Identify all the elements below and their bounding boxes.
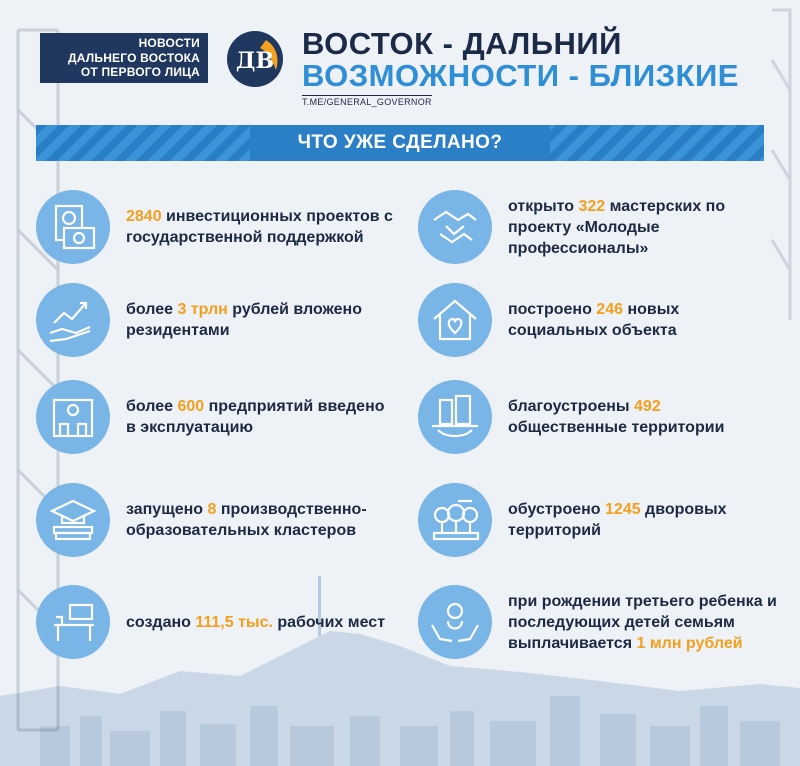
achievement-item [36, 190, 396, 264]
achievement-item [36, 585, 396, 659]
house-heart-icon [418, 283, 492, 357]
growth-hand-icon [36, 283, 110, 357]
news-badge-line: ДАЛЬНЕГО ВОСТОКА [67, 50, 200, 65]
yard-trees-icon [418, 483, 492, 557]
achievement-item [418, 283, 768, 357]
logo-text: ДВ [235, 48, 275, 74]
achievement-item [36, 283, 396, 357]
item-text: более 3 трлн рублей вложено резидентами [126, 301, 362, 339]
graduation-books-icon [36, 483, 110, 557]
item-text: 2840 инвестиционных проектов с государственной поддержкой [126, 208, 393, 246]
achievement-item [36, 483, 396, 557]
dv-logo-icon [226, 30, 284, 88]
highlight-number: 3 трлн [177, 301, 228, 318]
news-badge-line: ОТ ПЕРВОГО ЛИЦА [80, 65, 200, 79]
highlight-number: 111,5 тыс. [195, 613, 273, 631]
item-text: при рождении третьего ребенка и последующих детей семьям выплачивается 1 млн рублей [508, 592, 777, 652]
section-banner [36, 125, 764, 161]
item-text: построено 246 новых социальных объекта [508, 301, 680, 339]
banner-title: ЧТО УЖЕ СДЕЛАНО? [250, 125, 550, 161]
highlight-number: 1 млн рублей [636, 634, 743, 652]
achievement-item [418, 190, 768, 264]
workplace-desk-icon [36, 585, 110, 659]
achievement-item [36, 380, 396, 454]
handshake-icon [418, 190, 492, 264]
news-badge [40, 33, 208, 83]
item-text: создано 111,5 тыс. рабочих мест [126, 613, 386, 631]
city-park-icon [418, 380, 492, 454]
item-text: обустроено 1245 дворовых территорий [508, 501, 727, 539]
item-text: открыто 322 мастерских по проекту «Молодые профессионалы» [508, 197, 726, 257]
title-line-2: ВОЗМОЖНОСТИ - БЛИЗКИЕ [302, 58, 739, 93]
achievement-item [418, 380, 768, 454]
highlight-number: 246 [596, 301, 623, 318]
baby-hands-icon [418, 585, 492, 659]
highlight-number: 8 [207, 501, 217, 518]
item-text: запущено 8 производственно-образовательных кластеров [126, 501, 367, 539]
achievement-item [418, 483, 768, 557]
title-line-1: ВОСТОК - ДАЛЬНИЙ [302, 26, 622, 61]
highlight-number: 322 [578, 197, 606, 215]
header [0, 0, 800, 120]
highlight-number: 600 [177, 398, 205, 415]
achievement-item [418, 585, 778, 659]
factory-icon [36, 380, 110, 454]
item-text: более 600 предприятий введено в эксплуатацию [126, 398, 385, 436]
item-text: благоустроены 492 общественные территории [508, 398, 725, 436]
channel-link[interactable]: T.ME/GENERAL_GOVERNOR [302, 97, 432, 107]
highlight-number: 2840 [126, 208, 162, 225]
highlight-number: 492 [634, 398, 661, 415]
highlight-number: 1245 [605, 501, 641, 518]
news-badge-line: НОВОСТИ [138, 36, 200, 50]
certificate-icon [36, 190, 110, 264]
